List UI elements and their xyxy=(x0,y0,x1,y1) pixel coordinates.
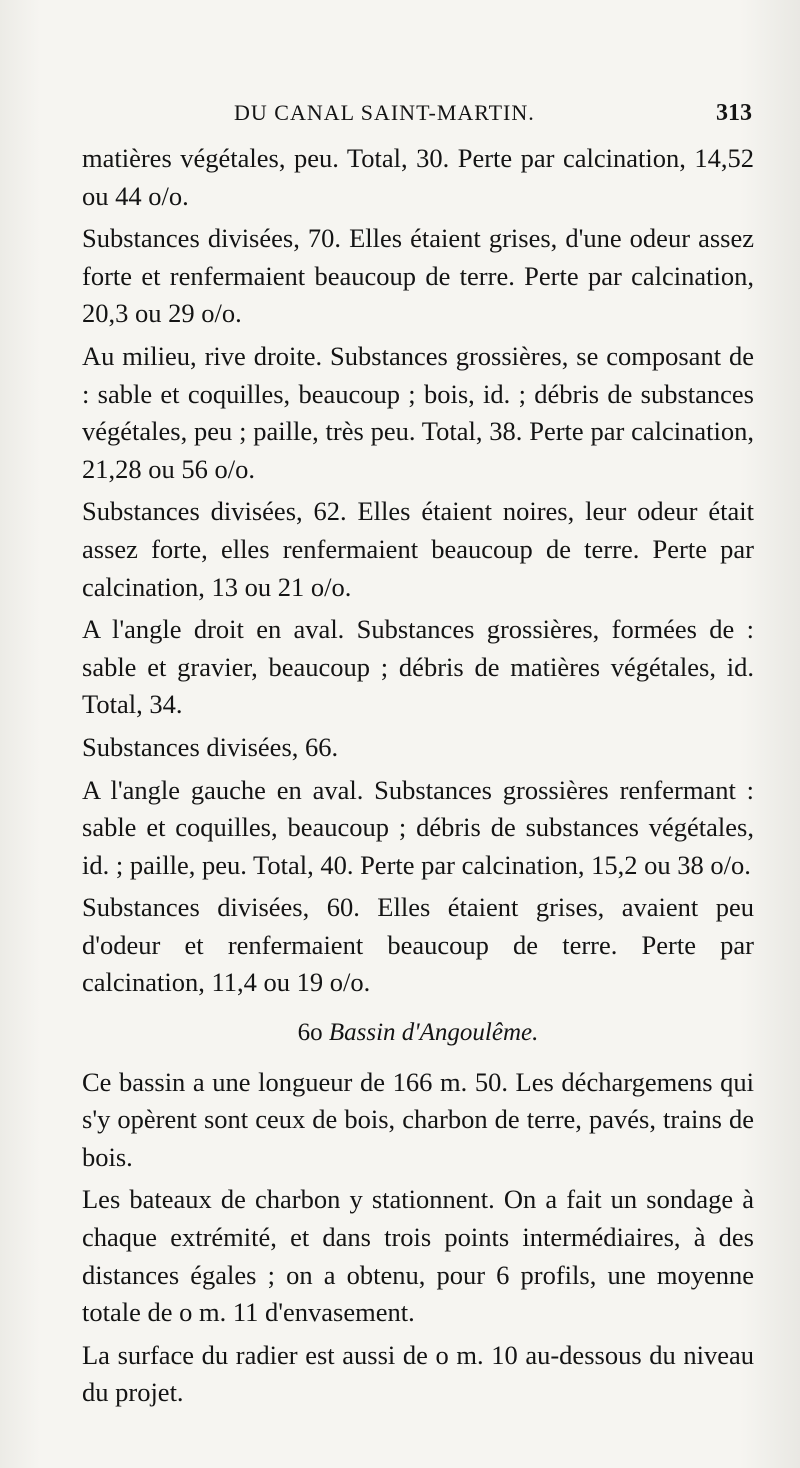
section-paragraph-3: La surface du radier est aussi de o m. 10 au-dessous du niveau du projet. xyxy=(82,1339,754,1408)
running-head: DU CANAL SAINT-MARTIN. xyxy=(234,100,535,125)
paragraph-2: Substances divisées, 70. Elles étaient grises, d'une odeur assez forte et renfermaient beaucoup de terre. Perte par calcination, 20,3 ou 29 o/o. xyxy=(82,223,754,329)
section-paragraph-1: Ce bassin a une longueur de 166 m. 50. Les déchargemens qui s'y opèrent sont ceux de bois, charbon de terre, pavés, trains de bois. xyxy=(82,1066,754,1172)
page-body xyxy=(82,140,754,1417)
paragraph-6: Substances divisées, 66. xyxy=(82,731,339,762)
paragraph-3: Au milieu, rive droite. Substances grossières, se composant de : sable et coquilles, beaucoup ; bois, id. ; débris de substances végétales, peu ; paille, très peu. Total, 38. Perte par calcination, 21,28 ou 56 o/o. xyxy=(82,340,754,484)
section-number: 6o xyxy=(297,1019,323,1047)
paragraph-4: Substances divisées, 62. Elles étaient noires, leur odeur était assez forte, elles renfermaient beaucoup de terre. Perte par calcination, 13 ou 21 o/o. xyxy=(82,496,754,602)
section-paragraph-2: Les bateaux de charbon y stationnent. On a fait un sondage à chaque extrémité, et dans trois points intermédiaires, à des distances égales ; on a obtenu, pour 6 profils, une moyenne totale de o m. 11 d'envasement. xyxy=(82,1184,754,1328)
page-header xyxy=(84,98,752,138)
section-heading xyxy=(82,1014,754,1052)
paragraph-5: A l'angle droit en aval. Substances grossières, formées de : sable et gravier, beaucoup ; débris de matières végétales, id. Total, 34. xyxy=(82,614,754,720)
paragraph-7: A l'angle gauche en aval. Substances grossières renfermant : sable et coquilles, beaucoup ; débris de substances végétales, id. ; paille, peu. Total, 40. Perte par calcination, 15,2 ou 38 o/o. xyxy=(82,774,754,880)
section-title: Bassin d'Angoulême. xyxy=(328,1019,539,1047)
paragraph-1: matières végétales, peu. Total, 30. Perte par calcination, 14,52 ou 44 o/o. xyxy=(82,143,754,211)
paragraph-8: Substances divisées, 60. Elles étaient grises, avaient peu d'odeur et renfermaient beaucoup de terre. Perte par calcination, 11,4 ou 19 o/o. xyxy=(82,892,754,998)
page-number: 313 xyxy=(716,100,752,126)
